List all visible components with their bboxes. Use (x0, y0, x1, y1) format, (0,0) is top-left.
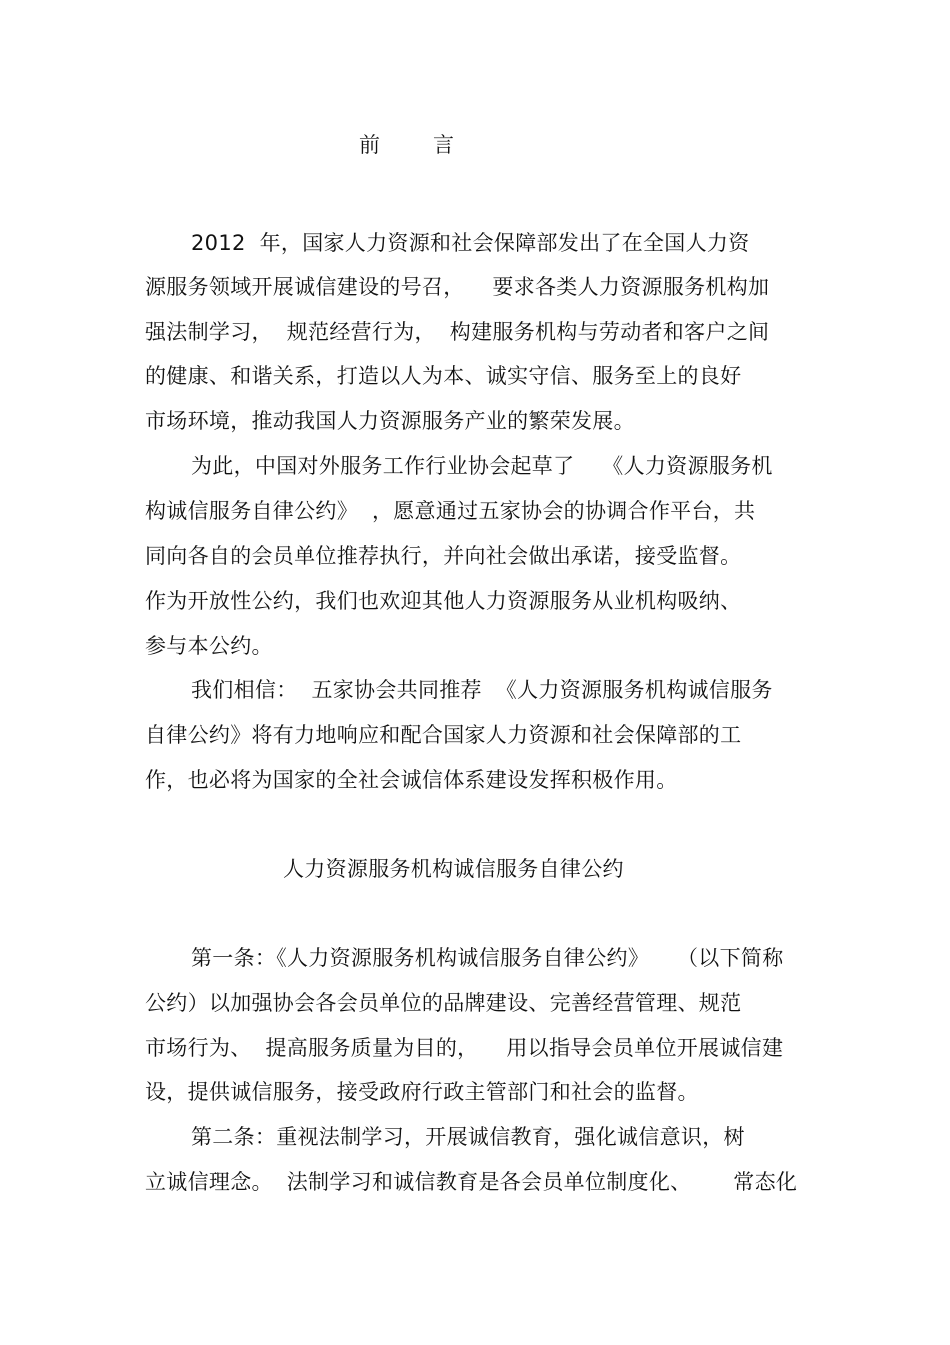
paragraph-line: 公约）以加强协会各会员单位的品牌建设、完善经营管理、规范 (145, 991, 742, 1015)
paragraph-line: 我们相信： 五家协会共同推荐 《人力资源服务机构诚信服务 (191, 678, 773, 702)
convention-title: 人力资源服务机构诚信服务自律公约 (283, 857, 624, 881)
paragraph-line: 参与本公约。 (145, 634, 273, 658)
paragraph-line: 强法制学习， 规范经营行为， 构建服务机构与劳动者和客户之间 (145, 320, 770, 344)
preface-title-char-1: 前 (359, 133, 380, 157)
preface-title-char-2: 言 (433, 133, 454, 157)
paragraph-line: 立诚信理念。 法制学习和诚信教育是各会员单位制度化、 常态化 (145, 1170, 798, 1194)
paragraph-line: 2012 年，国家人力资源和社会保障部发出了在全国人力资 (191, 231, 750, 255)
paragraph-line: 市场行为、 提高服务质量为目的， 用以指导会员单位开展诚信建 (145, 1036, 784, 1060)
paragraph-line: 自律公约》将有力地响应和配合国家人力资源和社会保障部的工 (145, 723, 742, 747)
paragraph-line: 作为开放性公约，我们也欢迎其他人力资源服务从业机构吸纳、 (145, 589, 742, 613)
paragraph-line: 市场环境，推动我国人力资源服务产业的繁荣发展。 (145, 409, 635, 433)
paragraph-line: 同向各自的会员单位推荐执行，并向社会做出承诺，接受监督。 (145, 544, 742, 568)
paragraph-line: 设，提供诚信服务，接受政府行政主管部门和社会的监督。 (145, 1080, 699, 1104)
paragraph-line: 构诚信服务自律公约》 ，愿意通过五家协会的协调合作平台，共 (145, 499, 756, 523)
paragraph-line: 第一条：《人力资源服务机构诚信服务自律公约》 （以下简称 (191, 946, 784, 970)
paragraph-line: 第二条：重视法制学习，开展诚信教育，强化诚信意识，树 (191, 1125, 745, 1149)
paragraph-line: 作，也必将为国家的全社会诚信体系建设发挥积极作用。 (145, 768, 678, 792)
paragraph-line: 源服务领域开展诚信建设的号召， 要求各类人力资源服务机构加 (145, 275, 770, 299)
paragraph-line: 为此，中国对外服务工作行业协会起草了 《人力资源服务机 (191, 454, 773, 478)
paragraph-line: 的健康、和谐关系，打造以人为本、诚实守信、服务至上的良好 (145, 364, 742, 388)
